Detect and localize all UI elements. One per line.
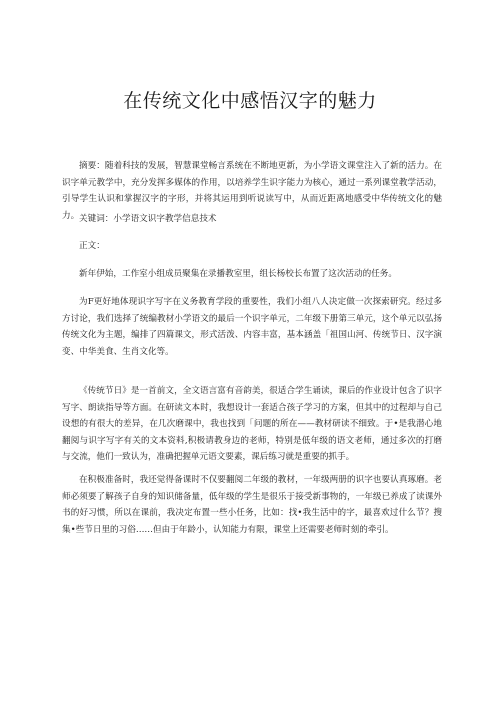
body-label: 正文： — [79, 241, 105, 251]
body-paragraph-3: 《传统节日》是一首前文，全文语言富有音韵美，很适合学生诵读，课后的作业设计包含了识字写字、朗读指导等方面。在研读文本时，我想设计一套适合孩子学习的方案，但其中的过程却与自己设想的有很大的差异，在几次磨课中，我也找到「问题的所在——教材研读不细致。于•是我潜心地翻阅与识字写字有关的文本资料,积极请教身边的老师，特别是低年级的语文老师，通过多次的打磨与交流，他们一致认为，准确把握单元语文要素，课后练习就是重要的抓手。 — [62, 386, 442, 462]
body-paragraph-4: 在积极准备时，我还觉得备课时不仅要翻阅二年级的教材，一年级两册的识字也要认真琢磨。老师必须要了解孩子自身的知识储备量，低年级的学生是很乐于接受新事物的，一年级已养成了读课外书的好习惯，所以在课前，我决定布置一些小任务，比如：找•我生活中的字，最喜欢过什么节？搜集•些节日里的习俗……但由于年龄小，认知能力有限，课堂上还需要老师时刻的牵引。 — [62, 475, 442, 535]
document-title: 在传统文化中感悟汉字的魅力 — [123, 90, 377, 112]
body-paragraph-2: 为F更好地体现识字写字在义务教育学段的重要性，我们小组八人决定做一次探索研究。经过多方讨论，我们选择了统编教材小学语文的最后一个识字单元，二年级下册第三单元，这个单元以弘扬传统文化为主题，编排了四篇课文，形式活泼、内容丰富，基本涵盖「祖国山河、传统节日、汉字演变、中华美食、生肖文化等。 — [62, 297, 442, 357]
keywords-line: 关键词：小学语文识字教学信息技术 — [79, 214, 217, 224]
abstract-paragraph: 摘要：随着科技的发展，智慧课堂畅言系统在不断地更新，为小学语文课堂注入了新的活力。在识字单元教学中，充分发挥多媒体的作用，以培养学生识字能力为核心，通过一系列课堂教学活动，引导学生认识和掌握汉字的字形，并将其运用到听说读写中，从而近距离地感受中华传统文化的魅力。 — [62, 161, 442, 221]
body-paragraph-1: 新年伊始，工作室小组成员聚集在录播教室里，组长杨校长布置了这次活动的任务。 — [79, 269, 397, 279]
